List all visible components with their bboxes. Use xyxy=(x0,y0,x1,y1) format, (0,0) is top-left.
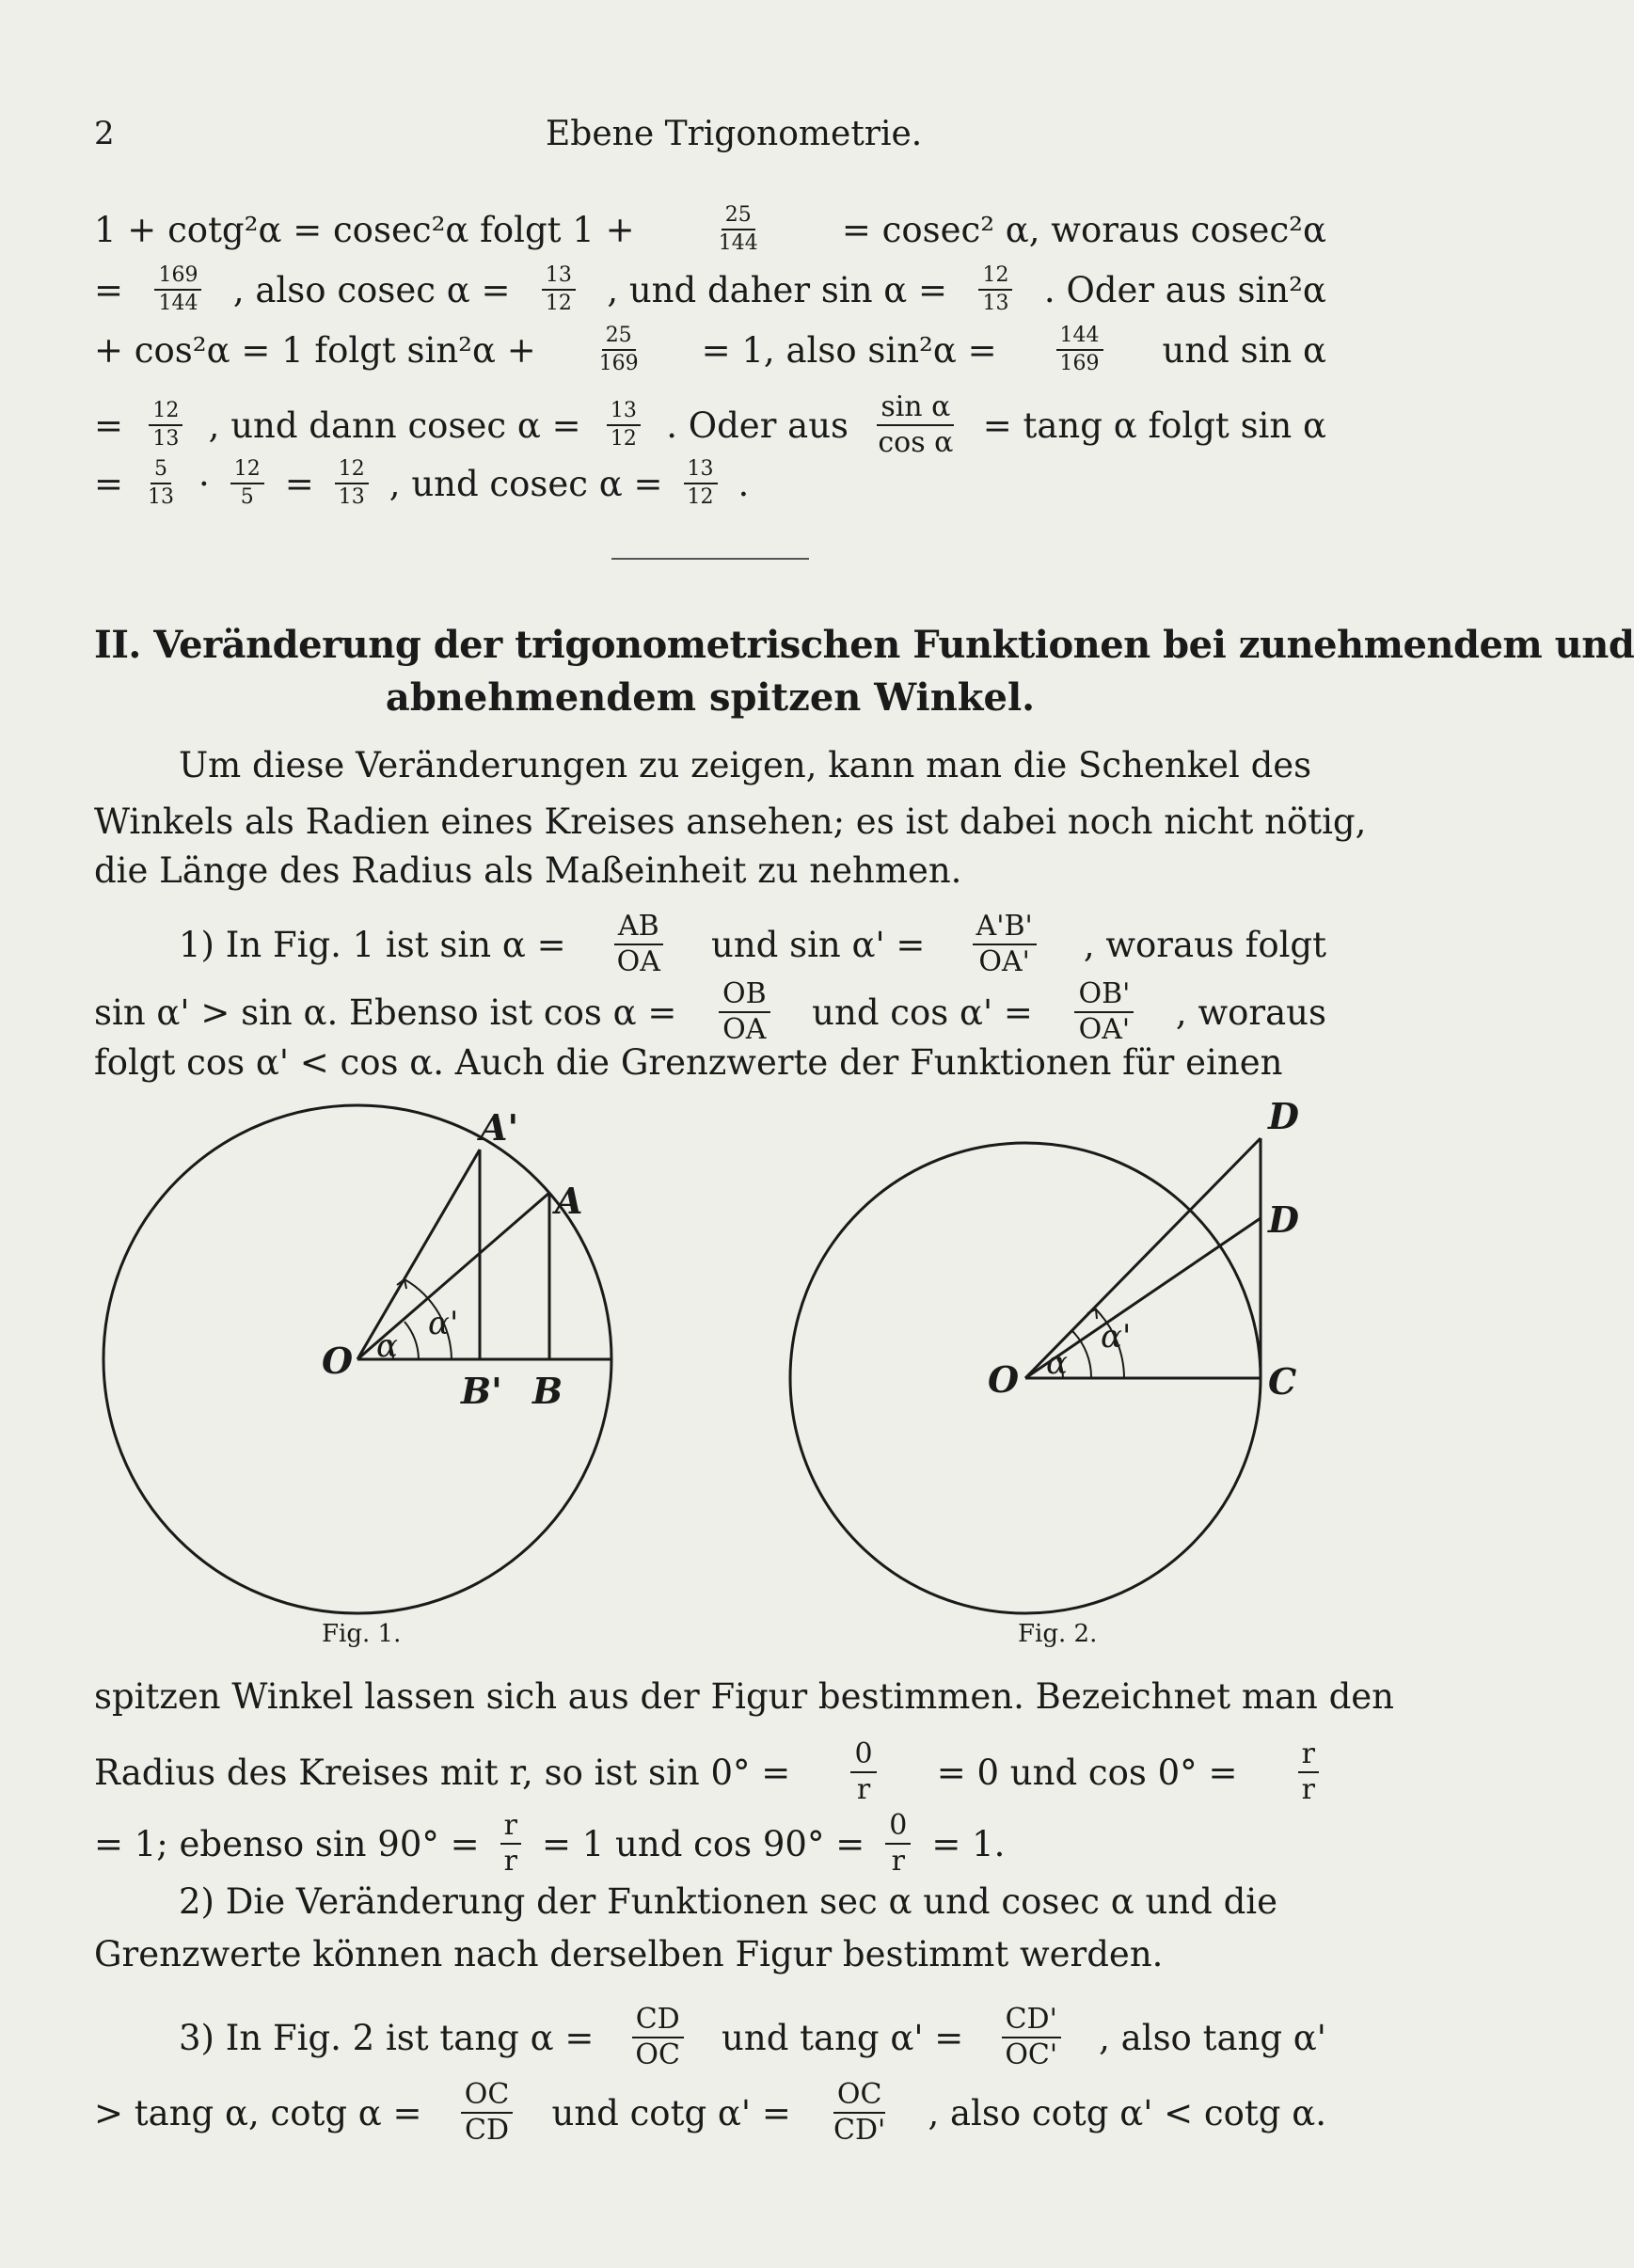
text: und cotg α' = xyxy=(551,2092,791,2133)
text: = cosec² α, woraus cosec²α xyxy=(841,209,1326,250)
text: = 0 und cos 0° = xyxy=(936,1752,1238,1793)
text: = tang α folgt sin α xyxy=(982,404,1326,446)
fraction: $\frac{12}{13}$ xyxy=(978,265,1012,314)
page-number: 2 xyxy=(94,115,115,152)
fraction: $\frac{25}{144}$ xyxy=(718,203,758,255)
fraction: $\frac{CD}{OC}$ xyxy=(631,2006,684,2070)
paragraph-1-line-3: die Länge des Radius als Maßeinheit zu nehmen. xyxy=(94,850,962,891)
text: = 1; ebenso sin 90° = xyxy=(94,1823,480,1864)
item1-line-1 xyxy=(179,912,1326,976)
text: , und cosec α = xyxy=(389,463,663,504)
after-line-2 xyxy=(94,1737,1326,1806)
paragraph-2-line-1: 2) Die Veränderung der Funktionen sec α und cosec α und die xyxy=(179,1881,1277,1922)
text: = 1 und cos 90° = xyxy=(541,1823,865,1864)
text: und tang α' = xyxy=(722,2017,964,2058)
fraction: $\frac{OB}{OA}$ xyxy=(719,980,770,1044)
text: > tang α, cotg α = xyxy=(94,2092,422,2133)
intro-line-4 xyxy=(94,390,1326,459)
fraction: $\frac{A'B'}{OA'}$ xyxy=(973,912,1037,976)
fig2-caption: Fig. 2. xyxy=(1018,1620,1098,1648)
fig1-label-A: A xyxy=(555,1180,583,1222)
text: , woraus folgt xyxy=(1083,924,1326,965)
fig1-arc-alpha-prime xyxy=(405,1322,419,1359)
text: und sin α xyxy=(1162,329,1326,371)
fig1-label-O: O xyxy=(322,1340,354,1382)
item1-line-3: folgt cos α' < cos α. Auch die Grenzwerte der Funktionen für einen xyxy=(94,1042,1283,1083)
fig2-label-O: O xyxy=(988,1358,1020,1401)
text: = 1, also sin²α = xyxy=(701,329,997,371)
intro-line-2 xyxy=(94,265,1326,314)
fraction: $\frac{5}{13}$ xyxy=(148,457,175,509)
text: , und dann cosec α = xyxy=(208,404,581,446)
fig1-label-B: B xyxy=(532,1370,563,1412)
text: , also cotg α' < cotg α. xyxy=(928,2092,1326,2133)
fraction: $\frac{25}{169}$ xyxy=(598,324,639,375)
fig1-label-B-prime: B' xyxy=(461,1370,502,1412)
fig2-label-D: D xyxy=(1268,1198,1299,1241)
running-title: Ebene Trigonometrie. xyxy=(546,115,923,153)
intro-line-3 xyxy=(94,325,1326,374)
text: 1 + cotg²α = cosec²α folgt 1 + xyxy=(94,209,635,250)
fraction: $\frac{OB'}{OA'}$ xyxy=(1074,980,1134,1044)
paragraph-2-line-2: Grenzwerte können nach derselben Figur bestimmt werden. xyxy=(94,1934,1164,1975)
section-title-line-2: abnehmendem spitzen Winkel. xyxy=(385,675,1036,720)
text: = 1. xyxy=(931,1823,1006,1864)
fraction: $\frac{13}{12}$ xyxy=(684,459,718,508)
after-line-1: spitzen Winkel lassen sich aus der Figur bestimmen. Bezeichnet man den xyxy=(94,1676,1394,1717)
fraction: $\frac{OC}{CD}$ xyxy=(461,2081,514,2145)
text: · xyxy=(198,463,210,504)
paragraph-3-line-2 xyxy=(94,2078,1326,2147)
fraction: $\frac{13}{12}$ xyxy=(542,265,576,314)
intro-line-1 xyxy=(94,205,1326,254)
section-divider xyxy=(611,558,809,560)
text: . xyxy=(738,463,750,504)
text: + cos²α = 1 folgt sin²α + xyxy=(94,329,536,371)
intro-line-5 xyxy=(94,459,1326,508)
fig2-label-C: C xyxy=(1268,1360,1297,1403)
fig2-label-alpha-prime: α' xyxy=(1101,1318,1132,1356)
fig2-label-alpha: α xyxy=(1046,1344,1068,1382)
text: sin α' > sin α. Ebenso ist cos α = xyxy=(94,991,677,1033)
section-title-line-1: II. Veränderung der trigonometrischen Funktionen bei zunehmendem und xyxy=(94,623,1634,667)
text: 1) In Fig. 1 ist sin α = xyxy=(179,924,566,965)
text: = xyxy=(94,404,124,446)
fig1-caption: Fig. 1. xyxy=(322,1620,402,1648)
paragraph-1-line-2: Winkels als Radien eines Kreises ansehen; es ist dabei noch nicht nötig, xyxy=(94,801,1367,842)
fraction: $\frac{12}{5}$ xyxy=(230,459,264,508)
fig1-label-alpha: α xyxy=(376,1327,398,1365)
fraction: $\frac{AB}{OA}$ xyxy=(613,912,664,976)
text: . Oder aus xyxy=(666,404,849,446)
text: , also cosec α = xyxy=(232,269,511,310)
text: , und daher sin α = xyxy=(607,269,948,310)
text: = xyxy=(284,463,314,504)
text: = xyxy=(94,269,124,310)
fraction: $\frac{\text{sin α}}{\text{cos α}}$ xyxy=(878,390,954,459)
fraction: $\frac{OC}{CD'}$ xyxy=(833,2078,886,2147)
fig1-label-A-prime: A' xyxy=(480,1106,519,1149)
fraction: $\frac{r}{r}$ xyxy=(1298,1740,1319,1804)
text: und sin α' = xyxy=(711,924,926,965)
paragraph-1-line-1: Um diese Veränderungen zu zeigen, kann man die Schenkel des xyxy=(179,745,1312,785)
text: , also tang α' xyxy=(1099,2017,1326,2058)
text: 3) In Fig. 2 ist tang α = xyxy=(179,2017,595,2058)
fraction: $\frac{144}{169}$ xyxy=(1056,325,1103,374)
fraction: $\frac{12}{13}$ xyxy=(149,401,182,450)
fraction: $\frac{0}{r}$ xyxy=(885,1812,911,1876)
text: , woraus xyxy=(1175,991,1326,1033)
text: Radius des Kreises mit r, so ist sin 0° = xyxy=(94,1752,791,1793)
text: = xyxy=(94,463,124,504)
fraction: $\frac{CD'}{OC'}$ xyxy=(1001,2006,1061,2070)
text: . Oder aus sin²α xyxy=(1043,269,1326,310)
fraction: $\frac{0}{r}$ xyxy=(850,1740,876,1804)
fraction: $\frac{r}{r}$ xyxy=(500,1812,521,1876)
fig1-label-alpha-prime: α' xyxy=(428,1305,459,1342)
figure-1 xyxy=(103,1101,630,1627)
item1-line-2 xyxy=(94,977,1326,1046)
figure-2 xyxy=(781,1095,1308,1627)
fraction: $\frac{12}{13}$ xyxy=(335,459,369,508)
after-line-3 xyxy=(94,1809,1326,1878)
paragraph-3-line-1 xyxy=(179,2003,1326,2071)
fraction: $\frac{13}{12}$ xyxy=(607,401,641,450)
fig2-label-D-top: D xyxy=(1268,1095,1299,1137)
fraction: $\frac{169}{144}$ xyxy=(154,265,201,314)
text: und cos α' = xyxy=(812,991,1033,1033)
